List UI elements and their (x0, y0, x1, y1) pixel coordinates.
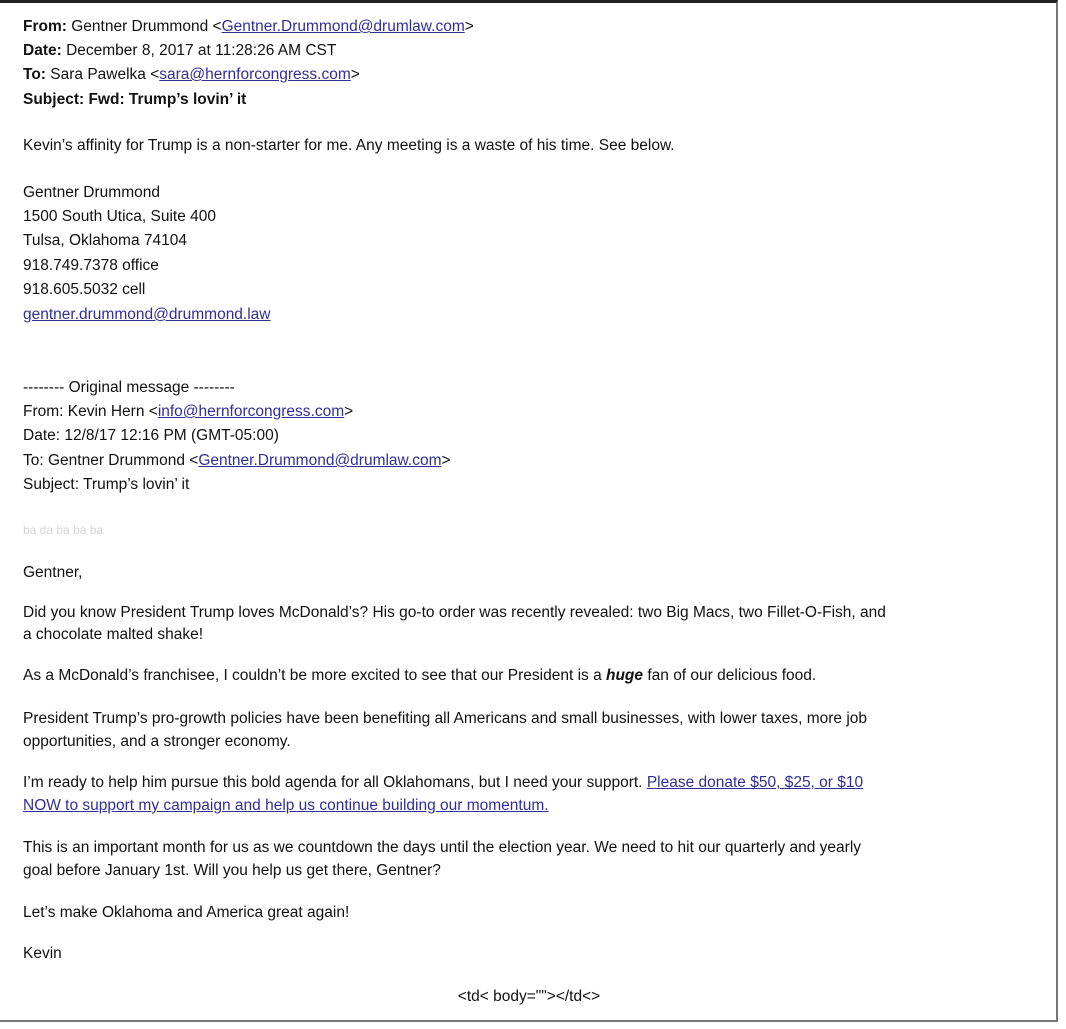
header-from (23, 15, 474, 39)
original-from-close: > (344, 403, 354, 420)
original-from-email-link[interactable]: info@hernforcongress.com (157, 403, 345, 420)
original-from-text: From: Kevin Hern < (23, 403, 158, 420)
original-to-close: > (441, 452, 451, 469)
original-subject: Subject: Trump’s lovin’ it (23, 476, 190, 493)
header-to (23, 63, 360, 87)
paragraph-2-after: fan of our delicious food. (643, 667, 817, 684)
original-to (23, 449, 451, 473)
from-close: > (464, 18, 474, 35)
signature-office: 918.749.7378 office (23, 257, 159, 274)
sign-off: Kevin (23, 945, 62, 962)
date-value: December 8, 2017 at 11:28:26 AM CST (66, 42, 337, 59)
to-close: > (350, 66, 360, 83)
paragraph-5-line-2: goal before January 1st. Will you help us get there, Gentner? (23, 862, 441, 879)
paragraph-6: Let’s make Oklahoma and America great again! (23, 904, 350, 921)
original-to-text: To: Gentner Drummond < (23, 452, 199, 469)
original-to-email-link[interactable]: Gentner.Drummond@drumlaw.com (198, 452, 442, 469)
paragraph-3-line-2: opportunities, and a stronger economy. (23, 733, 291, 750)
footer-code: <td< body=""></td<> (457, 988, 601, 1005)
subject-value: Fwd: Trump’s lovin’ it (88, 91, 247, 108)
date-label: Date: (23, 42, 62, 59)
donate-link-continued[interactable]: NOW to support my campaign and help us continue building our momentum. (23, 797, 549, 814)
paragraph-3-line-1: President Trump’s pro-growth policies have been benefiting all Americans and small businesses, with lower taxes, more job (23, 710, 868, 727)
intro-text: Kevin’s affinity for Trump is a non-starter for me. Any meeting is a waste of his time. See below. (23, 137, 675, 154)
paragraph-4-line-1 (23, 771, 863, 795)
signature-cell: 918.605.5032 cell (23, 281, 146, 298)
paragraph-1-line-2: a chocolate malted shake! (23, 626, 204, 643)
to-email-link[interactable]: sara@hernforcongress.com (159, 66, 351, 83)
paragraph-2 (23, 664, 816, 688)
original-divider: -------- Original message -------- (23, 379, 235, 396)
paragraph-2-before: As a McDonald’s franchisee, I couldn’t be more excited to see that our President is a (23, 667, 606, 684)
signature-name: Gentner Drummond (23, 184, 160, 201)
from-name: Gentner Drummond < (71, 18, 222, 35)
original-date: Date: 12/8/17 12:16 PM (GMT-05:00) (23, 427, 279, 444)
from-label: From: (23, 18, 67, 35)
original-from (23, 400, 353, 424)
to-label: To: (23, 66, 46, 83)
paragraph-5-line-1: This is an important month for us as we countdown the days until the election year. We need to hit our quarterly and yearly (23, 839, 862, 856)
signature-address2: Tulsa, Oklahoma 74104 (23, 232, 187, 249)
donate-link[interactable]: Please donate $50, $25, or $10 (646, 774, 864, 791)
subject-label: Subject: (23, 91, 85, 108)
signature-address1: 1500 South Utica, Suite 400 (23, 208, 217, 225)
paragraph-4-text: I’m ready to help him pursue this bold agenda for all Oklahomans, but I need your support. (23, 774, 647, 791)
paragraph-1-line-1: Did you know President Trump loves McDonald’s? His go-to order was recently revealed: two Big Macs, two Fillet-O-Fish, and (23, 604, 886, 621)
paragraph-2-emphasis: huge (606, 667, 644, 684)
from-email-link[interactable]: Gentner.Drummond@drumlaw.com (221, 18, 465, 35)
header-date (23, 39, 336, 63)
greeting: Gentner, (23, 564, 83, 581)
to-name: Sara Pawelka < (50, 66, 160, 83)
signature-email-link[interactable]: gentner.drummond@drummond.law (23, 306, 271, 323)
faint-preheader: ba da ba ba ba (23, 523, 104, 537)
header-subject (23, 88, 246, 112)
